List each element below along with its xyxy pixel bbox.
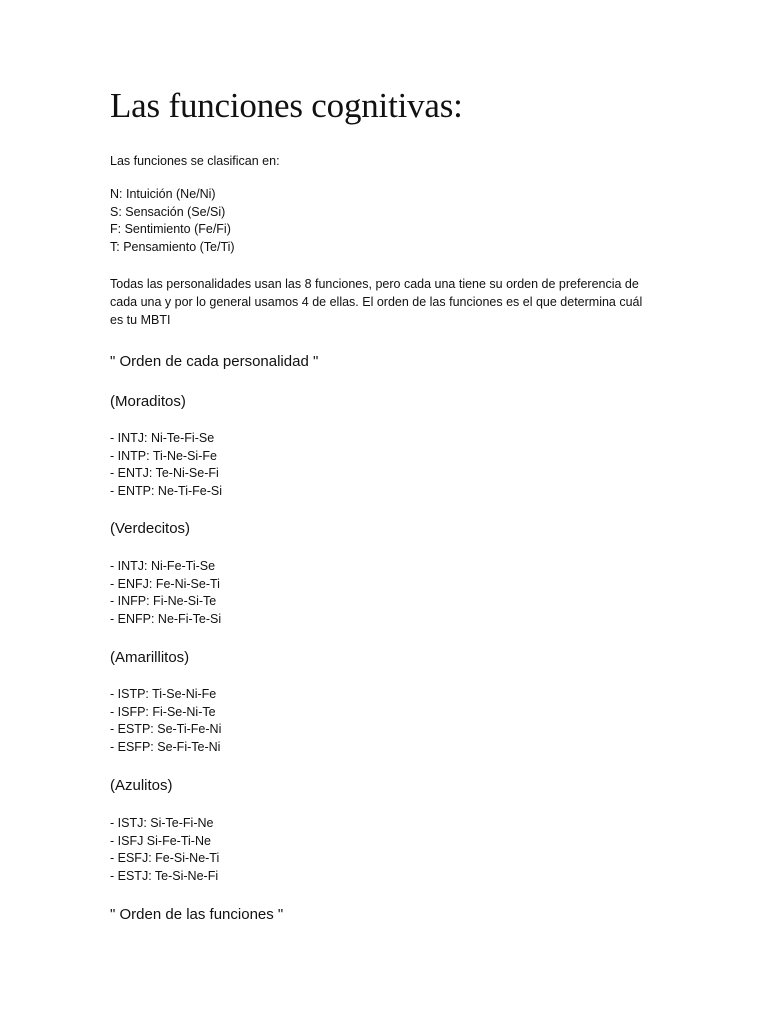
function-item-f: F: Sentimiento (Fe/Fi) [110,222,231,237]
page-title: Las funciones cognitivas: [110,86,463,125]
section-heading-order: " Orden de cada personalidad " [110,353,319,370]
group-list-verdecitos [110,558,221,628]
list-item: - ESFP: Se-Fi-Te-Ni [110,739,221,754]
list-item: - ISTJ: Si-Te-Fi-Ne [110,816,214,830]
list-item: - ISTP: Ti-Se-Ni-Fe [110,687,217,701]
list-item: - INFP: Fi-Ne-Si-Te [110,594,217,609]
paragraph-line: es tu MBTI [110,313,171,327]
intro-text: Las funciones se clasifican en: [110,154,280,168]
paragraph-line: cada una y por lo general usamos 4 de ellas. El orden de las funciones es el que determina cuál [110,295,643,309]
group-list-amarillitos [110,686,221,756]
functions-list [110,186,235,256]
list-item: - INTP: Ti-Ne-Si-Fe [110,448,217,463]
list-item: - ESFJ: Fe-Si-Ne-Ti [110,851,220,866]
list-item: - ENTP: Ne-Ti-Fe-Si [110,483,223,498]
list-item: - ISFJ Si-Fe-Ti-Ne [110,833,211,848]
section-heading-functions: " Orden de las funciones " [110,906,284,923]
list-item: - ESTJ: Te-Si-Ne-Fi [110,868,219,883]
group-heading-moraditos: (Moraditos) [110,393,186,410]
list-item: - INTJ: Ni-Te-Fi-Se [110,431,215,445]
list-item: - ESTP: Se-Ti-Fe-Ni [110,722,222,737]
group-heading-azulitos: (Azulitos) [110,777,173,794]
list-item: - ENFP: Ne-Fi-Te-Si [110,611,222,626]
explanation-paragraph [110,275,670,329]
function-item-t: T: Pensamiento (Te/Ti) [110,239,235,254]
function-item-s: S: Sensación (Se/Si) [110,204,226,219]
group-list-azulitos [110,815,219,885]
function-item-n: N: Intuición (Ne/Ni) [110,187,216,201]
list-item: - ISFP: Fi-Se-Ni-Te [110,704,216,719]
paragraph-line: Todas las personalidades usan las 8 funciones, pero cada una tiene su orden de preferencia de [110,277,639,291]
group-heading-verdecitos: (Verdecitos) [110,520,191,537]
group-list-moraditos [110,430,222,500]
list-item: - ENTJ: Te-Ni-Se-Fi [110,466,219,481]
list-item: - INTJ: Ni-Fe-Ti-Se [110,559,216,573]
list-item: - ENFJ: Fe-Ni-Se-Ti [110,576,220,591]
group-heading-amarillitos: (Amarillitos) [110,649,190,666]
